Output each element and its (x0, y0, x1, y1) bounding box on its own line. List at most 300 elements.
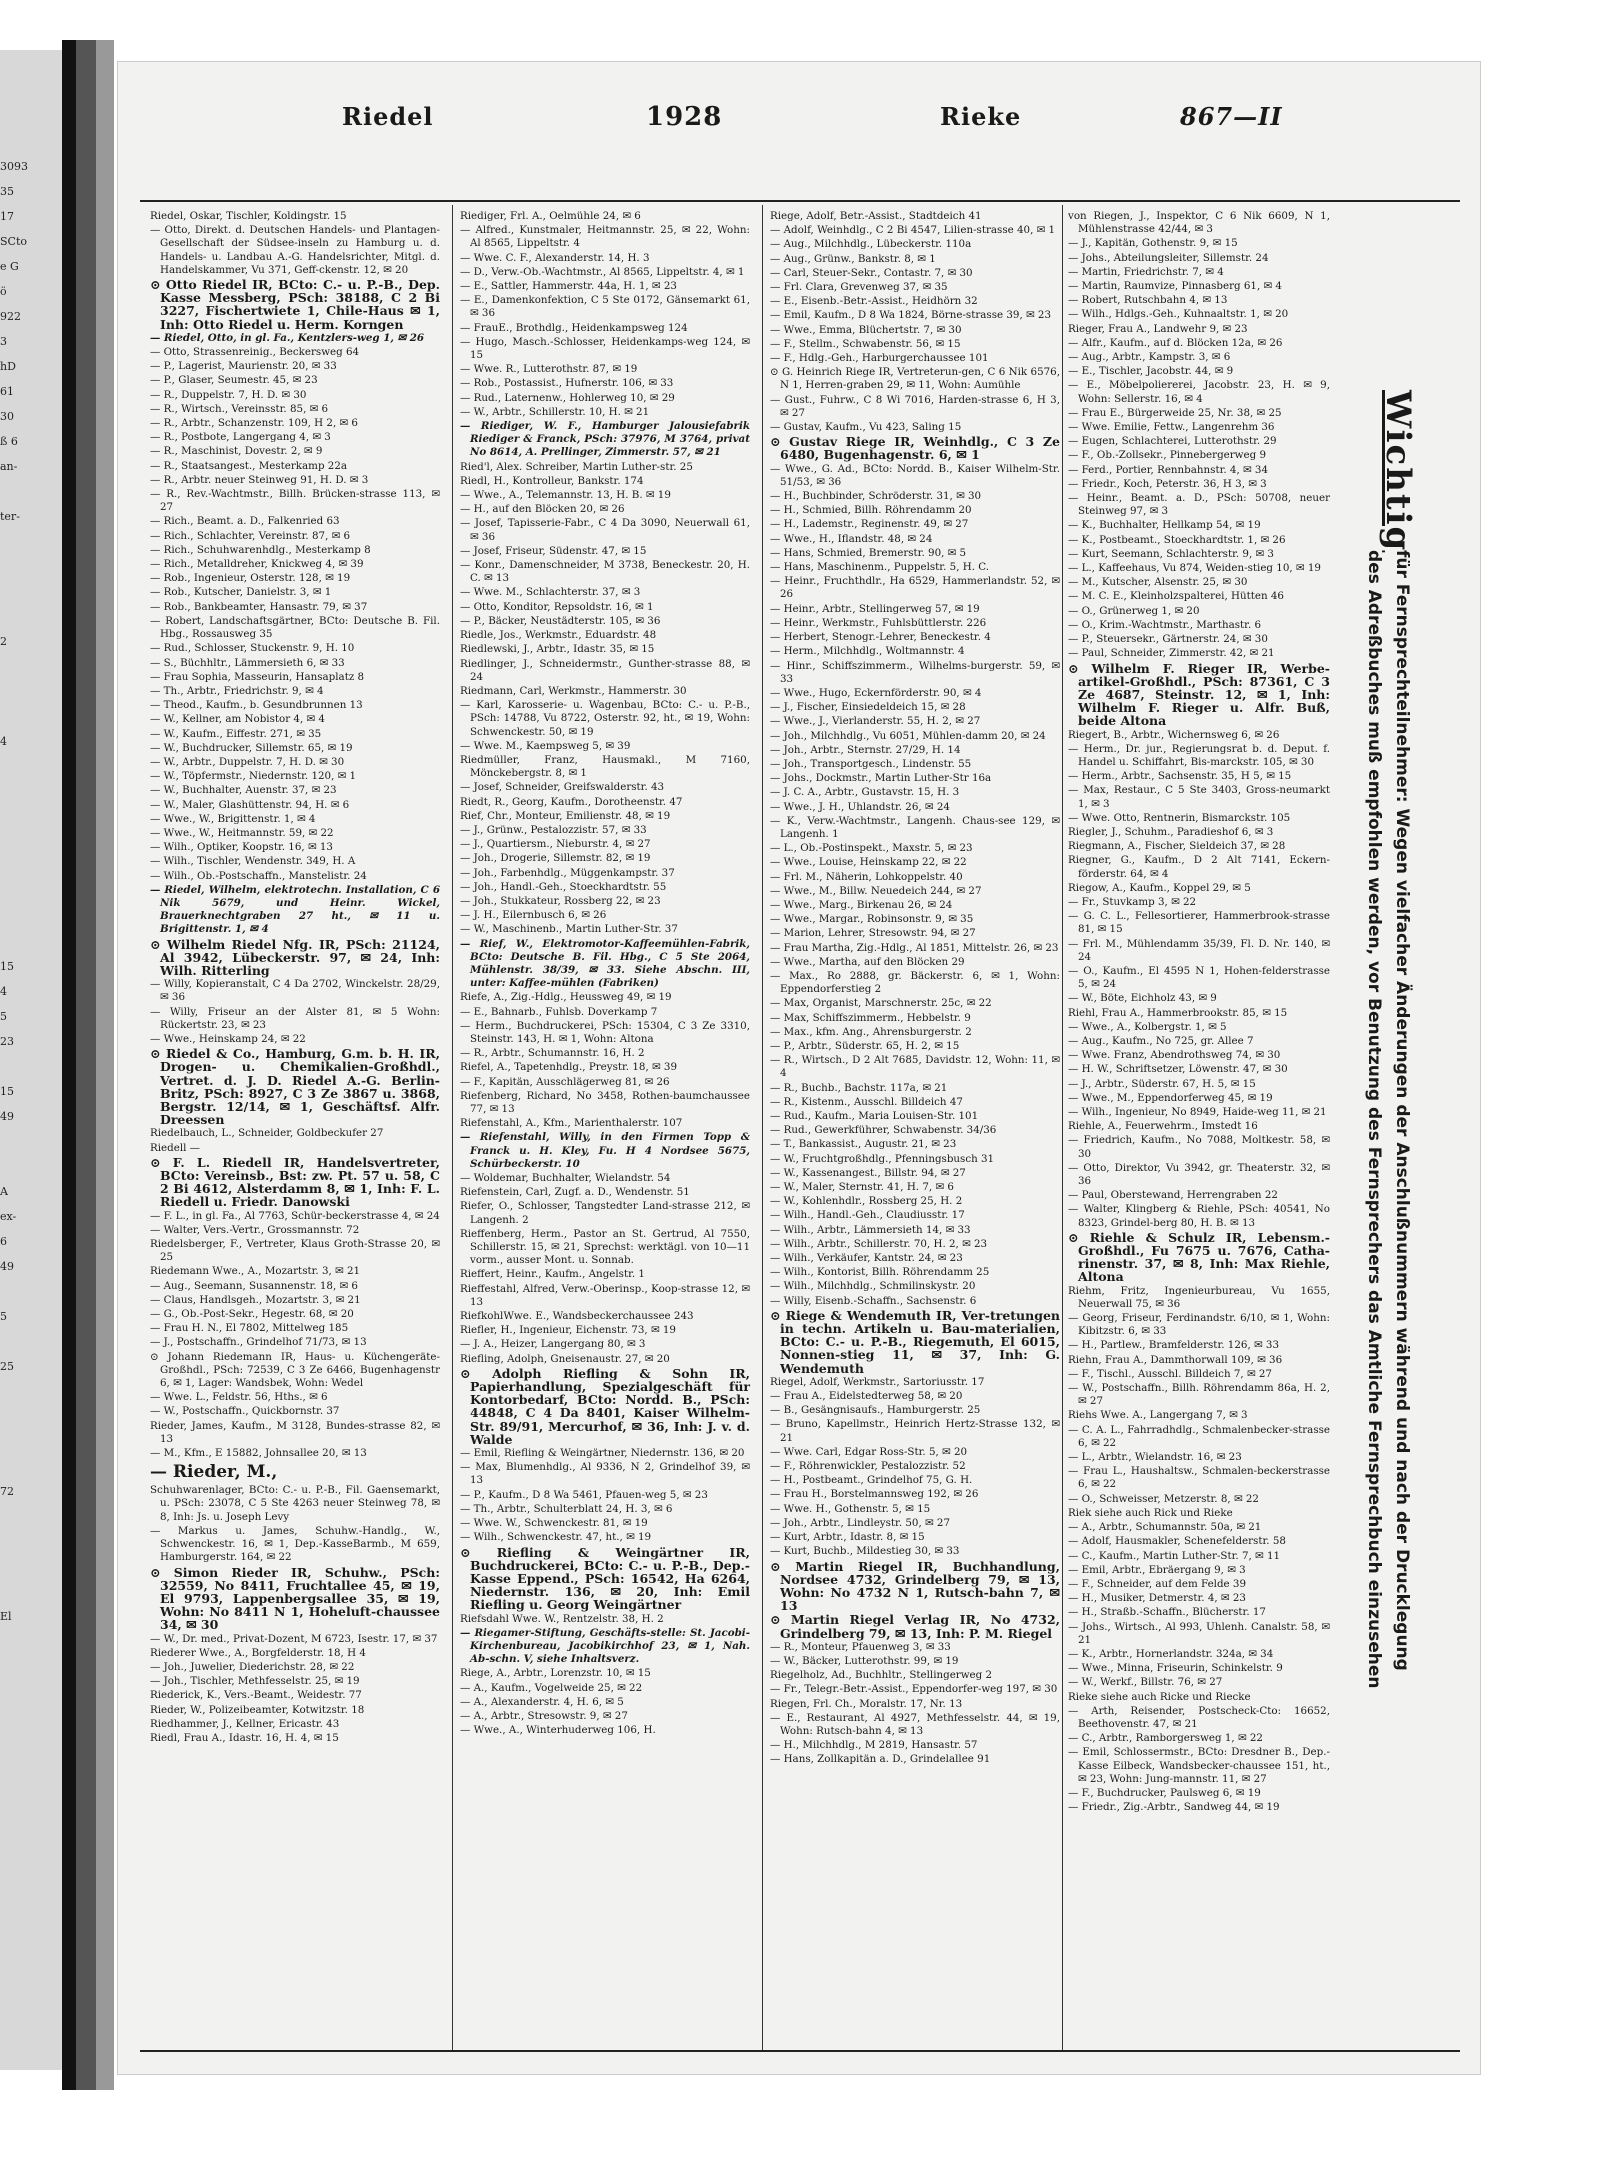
directory-entry: Riedl, H., Kontrolleur, Bankstr. 174 (460, 474, 644, 487)
directory-entry: — Riediger, W. F., Hamburger Jalousiefabrik Riediger & Franck, PSch: 37976, M 3764, privat No 8614, A. Prellinger, Zimmerstr. 57, ✉ 21 (460, 420, 750, 459)
directory-entry: — Max, Restaur., C 5 Ste 3403, Gross-neumarkt 1, ✉ 3 (1068, 784, 1330, 810)
directory-entry: Riefsdahl Wwe. W., Rentzelstr. 38, H. 2 (460, 1612, 664, 1625)
directory-entry: Riefe, A., Zig.-Hdlg., Heussweg 49, ✉ 19 (460, 991, 672, 1004)
directory-entry: — Marion, Lehrer, Stresowstr. 94, ✉ 27 (770, 927, 976, 940)
directory-entry: — R., Maschinist, Dovestr. 2, ✉ 9 (150, 445, 323, 458)
directory-entry: — Wilh., Verkäufer, Kantstr. 24, ✉ 23 (770, 1252, 963, 1265)
directory-entry: — Frau L., Haushaltsw., Schmalen-beckerstrasse 6, ✉ 22 (1068, 1465, 1330, 1491)
directory-entry: — Paul, Oberstewand, Herrengraben 22 (1068, 1189, 1278, 1202)
directory-entry: ⊙ Riehle & Schulz IR, Lebensm.-Großhdl., Fu 7675 u. 7676, Catha-rinenstr. 37, ✉ 8, Inh: Max Riehle, Altona (1068, 1229, 1330, 1285)
directory-entry: — K., Buchhalter, Hellkamp 54, ✉ 19 (1068, 519, 1261, 532)
directory-entry: — W., Töpfermstr., Niedernstr. 120, ✉ 1 (150, 770, 357, 783)
directory-entry: — E., Tischler, Jacobstr. 44, ✉ 9 (1068, 365, 1234, 378)
directory-entry: — Johs., Dockmstr., Martin Luther-Str 16a (770, 772, 992, 785)
directory-entry: ⊙ Martin Riegel Verlag IR, No 4732, Grindelberg 79, ✉ 13, Inh: P. M. Riegel (770, 1612, 1060, 1641)
directory-entry: — Rob., Kutscher, Danielstr. 3, ✉ 1 (150, 586, 332, 599)
directory-entry: Rieffenberg, Herm., Pastor an St. Gertrud, Al 7550, Schillerstr. 15, ✉ 21, Sprechst: werktägl. von 10—11 vorm., ausser Mont. u. Sonnab. (460, 1227, 750, 1267)
telephone-notice (1330, 390, 1420, 1690)
directory-entry: — H., Musiker, Detmerstr. 4, ✉ 23 (1068, 1592, 1246, 1605)
directory-entry: — Herm., Milchhdlg., Woltmannstr. 4 (770, 645, 965, 658)
directory-entry: Riefel, A., Tapetenhdlg., Preystr. 18, ✉ 39 (460, 1061, 677, 1074)
directory-entry: Riefenstahl, A., Kfm., Marienthalerstr. 107 (460, 1117, 683, 1130)
directory-entry: — Frl. M., Näherin, Lohkoppelstr. 40 (770, 870, 963, 883)
directory-entry: — J. A., Heizer, Langergang 80, ✉ 3 (460, 1338, 646, 1351)
directory-entry: Riedelsberger, F., Vertreter, Klaus Groth-Strasse 20, ✉ 25 (150, 1238, 440, 1264)
previous-page-fragment: 61 (0, 385, 14, 398)
directory-entry: — Wwe. Emilie, Fettw., Langenrehm 36 (1068, 421, 1275, 434)
directory-entry: — R., Kistenm., Ausschl. Billdeich 47 (770, 1095, 963, 1108)
directory-entry: — R., Rev.-Wachtmstr., Billh. Brücken-strasse 113, ✉ 27 (150, 488, 440, 514)
directory-entry: — Wwe. R., Lutterothstr. 87, ✉ 19 (460, 363, 638, 376)
directory-entry: Riedemann Wwe., A., Mozartstr. 3, ✉ 21 (150, 1265, 361, 1278)
directory-column-3 (770, 210, 1060, 1768)
directory-entry: Riegert, B., Arbtr., Wichernsweg 6, ✉ 26 (1068, 728, 1280, 741)
directory-entry: — H., auf den Blöcken 20, ✉ 26 (460, 503, 625, 516)
directory-entry: — Hans, Schmied, Bremerstr. 90, ✉ 5 (770, 546, 967, 559)
directory-entry: — Martin, Raumvize, Pinnasberg 61, ✉ 4 (1068, 280, 1282, 293)
directory-entry: — Aug., Seemann, Susannenstr. 18, ✉ 6 (150, 1279, 358, 1292)
directory-entry: — Martin, Friedrichstr. 7, ✉ 4 (1068, 265, 1224, 278)
directory-entry: — Max., kfm. Ang., Ahrensburgerstr. 2 (770, 1025, 972, 1038)
directory-entry: — W., Böte, Eichholz 43, ✉ 9 (1068, 992, 1217, 1005)
directory-entry: — Robert, Rutschbahn 4, ✉ 13 (1068, 294, 1228, 307)
directory-entry: — Hugo, Masch.-Schlosser, Heidenkamps-weg 124, ✉ 15 (460, 335, 750, 362)
directory-entry: — Alfr., Kaufm., auf d. Blöcken 12a, ✉ 26 (1068, 336, 1283, 349)
notice-line-2: des Adreßbuches muß empfohlen werden, vor Benutzung des Fernsprechers das Amtliche Fernsprechbuch einzusehen (1364, 550, 1384, 1689)
directory-entry: Riegelholz, Ad., Buchhltr., Stellingerweg 2 (770, 1669, 993, 1682)
directory-entry: — M. C. E., Kleinholzspalterei, Hütten 46 (1068, 590, 1284, 603)
directory-entry: Riehn, Frau A., Dammthorwall 109, ✉ 36 (1068, 1353, 1283, 1366)
directory-entry: — F., Ob.-Zollsekr., Pinnebergerweg 9 (1068, 449, 1266, 462)
directory-entry: — O., Grünerweg 1, ✉ 20 (1068, 604, 1200, 617)
directory-entry: — Heinr., Beamt. a. D., PSch: 50708, neuer Steinweg 97, ✉ 3 (1068, 492, 1330, 518)
directory-entry: — M., Kutscher, Alsenstr. 25, ✉ 30 (1068, 576, 1248, 589)
directory-entry: Riedlinger, J., Schneidermstr., Gunther-strasse 88, ✉ 24 (460, 657, 750, 683)
directory-entry: — H. W., Schriftsetzer, Löwenstr. 47, ✉ 30 (1068, 1063, 1288, 1076)
directory-entry: — Rich., Schuhwarenhdlg., Mesterkamp 8 (150, 543, 371, 556)
directory-entry: — Wwe. H., Gothenstr. 5, ✉ 15 (770, 1502, 931, 1515)
directory-entry: — Wwe. M., Kaempsweg 5, ✉ 39 (460, 739, 631, 752)
previous-page-fragment: 4 (0, 985, 7, 998)
directory-entry: — M., Kfm., E 15882, Johnsallee 20, ✉ 13 (150, 1447, 367, 1460)
directory-entry: — E., Restaurant, Al 4927, Methfesselstr. 44, ✉ 19, Wohn: Rutsch-bahn 4, ✉ 13 (770, 1711, 1060, 1737)
directory-entry: — Wilh., Schwenckestr. 47, ht., ✉ 19 (460, 1531, 652, 1544)
directory-entry: — R., Staatsangest., Mesterkamp 22a (150, 459, 348, 472)
directory-entry: — R., Arbtr., Schanzenstr. 109, H 2, ✉ 6 (150, 417, 358, 430)
directory-entry: — Claus, Handlsgeh., Mozartstr. 3, ✉ 21 (150, 1293, 361, 1306)
directory-entry: Riedell — (150, 1141, 200, 1154)
directory-entry: — Frl. Clara, Grevenweg 37, ✉ 35 (770, 281, 948, 294)
directory-entry: — Konr., Damenschneider, M 3738, Beneckestr. 20, H. C. ✉ 13 (460, 559, 750, 585)
directory-entry: — Georg, Friseur, Ferdinandstr. 6/10, ✉ 1, Wohn: Kibitzstr. 6, ✉ 33 (1068, 1312, 1330, 1338)
directory-entry: — O., Krim.-Wachtmstr., Marthastr. 6 (1068, 618, 1262, 631)
directory-entry: — B., Gesängnisaufs., Hamburgerstr. 25 (770, 1404, 981, 1417)
previous-page-fragment: 15 (0, 1085, 14, 1098)
directory-entry: — Wwe. C. F., Alexanderstr. 14, H. 3 (460, 251, 650, 264)
directory-entry: — Aug., Milchhdlg., Lübeckerstr. 110a (770, 238, 972, 251)
directory-entry: — E., Sattler, Hammerstr. 44a, H. 1, ✉ 23 (460, 280, 677, 293)
directory-entry: — Rob., Bankbeamter, Hansastr. 79, ✉ 37 (150, 600, 368, 613)
directory-entry: — Frau A., Eidelstedterweg 58, ✉ 20 (770, 1390, 963, 1403)
directory-entry: Riefenberg, Richard, No 3458, Rothen-baumchaussee 77, ✉ 13 (460, 1089, 750, 1115)
directory-entry: — W., Buchhalter, Auenstr. 37, ✉ 23 (150, 784, 337, 797)
directory-entry: — Rich., Metalldreher, Knickweg 4, ✉ 39 (150, 558, 364, 571)
directory-entry: — G. C. L., Fellesortierer, Hammerbrook-strasse 81, ✉ 15 (1068, 910, 1330, 936)
directory-entry: Rieder, James, Kaufm., M 3128, Bundes-strasse 82, ✉ 13 (150, 1419, 440, 1445)
directory-entry: — Rud., Kaufm., Maria Louisen-Str. 101 (770, 1110, 979, 1122)
directory-entry: — G., Ob.-Post-Sekr., Hegestr. 68, ✉ 20 (150, 1308, 354, 1321)
directory-entry: — Joh., Transportgesch., Lindenstr. 55 (770, 757, 972, 770)
directory-entry: — H., Partlew., Bramfelderstr. 126, ✉ 33 (1068, 1339, 1279, 1352)
previous-page-fragment: 25 (0, 1360, 14, 1373)
directory-entry: — Josef, Schneider, Greifswalderstr. 43 (460, 781, 665, 794)
directory-entry: — Wwe., G. Ad., BCto: Nordd. B., Kaiser Wilhelm-Str. 51/53, ✉ 36 (770, 462, 1060, 488)
directory-entry: — W., Kohlenhdlr., Rossberg 25, H. 2 (770, 1195, 963, 1208)
directory-entry: — S., Büchhltr., Lämmersieth 6, ✉ 33 (150, 656, 345, 669)
directory-entry: — Otto, Direkt. d. Deutschen Handels- und Plantagen-Gesellschaft der Südsee-inseln zu Hamburg u. d. Handels- u. Landbau A.-G. Handelsrichter, Mitgl. d. Handelskammer, Vu 371, Geff-ckenstr. 12, ✉ 20 (150, 224, 440, 276)
directory-entry: — Wwe. W., Schwenckestr. 81, ✉ 19 (460, 1517, 648, 1530)
directory-entry: — Frau Martha, Zig.-Hdlg., Al 1851, Mittelstr. 26, ✉ 23 (770, 941, 1059, 954)
directory-entry: Ried'l, Alex. Schreiber, Martin Luther-str. 25 (460, 460, 693, 473)
directory-entry: — Riedel, Wilhelm, elektrotechn. Installation, C 6 Nik 5679, und Heinr. Wickel, Brauerknechtgraben 27 ht., ✉ 11 u. Brigittenstr. 1, ✉ 4 (150, 883, 440, 936)
directory-entry: — W., Werkf., Billstr. 76, ✉ 27 (1068, 1676, 1223, 1689)
directory-entry: — Kurt, Arbtr., Idastr. 8, ✉ 15 (770, 1531, 925, 1544)
directory-entry: — Riefenstahl, Willy, in den Firmen Topp & Franck u. H. Kley, Fu. H 4 Nordsee 5675, Schürbeckerstr. 10 (460, 1131, 750, 1170)
previous-page-fragment: 5 (0, 1010, 7, 1023)
previous-page-fragment: 30 (0, 410, 14, 423)
directory-entry: — Herm., Dr. jur., Regierungsrat b. d. Deput. f. Handel u. Schiffahrt, Bis-marckstr. 105, ✉ 30 (1068, 742, 1330, 768)
directory-entry: Riege, Adolf, Betr.-Assist., Stadtdeich 41 (770, 210, 982, 222)
directory-entry: — R., Postbote, Langergang 4, ✉ 3 (150, 431, 331, 444)
directory-entry: Riedelbauch, L., Schneider, Goldbeckufer 27 (150, 1127, 384, 1140)
column-divider (1062, 205, 1063, 2050)
directory-entry: — Rich., Beamt. a. D., Falkenried 63 (150, 515, 340, 528)
directory-entry: — Eugen, Schlachterei, Lutterothstr. 29 (1068, 435, 1277, 448)
directory-entry: — Wilh., Handl.-Geh., Claudiusstr. 17 (770, 1209, 965, 1222)
directory-entry: — Theod., Kaufm., b. Gesundbrunnen 13 (150, 699, 363, 712)
directory-entry: — W., Postschaffn., Billh. Röhrendamm 86a, H. 2, ✉ 27 (1068, 1382, 1330, 1408)
directory-entry: — W., Buchdrucker, Sillemstr. 65, ✉ 19 (150, 741, 353, 754)
directory-entry: — R., Buchb., Bachstr. 117a, ✉ 21 (770, 1081, 948, 1094)
directory-entry: — FrauE., Brothdlg., Heidenkampsweg 124 (460, 321, 688, 334)
directory-entry: — Wilh., Ob.-Postschaffn., Manstelistr. 24 (150, 869, 367, 882)
directory-entry: — Aug., Arbtr., Kampstr. 3, ✉ 6 (1068, 351, 1231, 364)
directory-entry: — Wwe. Otto, Rentnerin, Bismarckstr. 105 (1068, 811, 1291, 824)
previous-page-fragment: 922 (0, 310, 21, 323)
directory-entry: — Wilh., Milchhdlg., Schmilinskystr. 20 (770, 1280, 976, 1293)
directory-entry: — R., Wirtsch., D 2 Alt 7685, Davidstr. 12, Wohn: 11, ✉ 4 (770, 1054, 1060, 1080)
directory-entry: Riedlewski, J., Arbtr., Idastr. 35, ✉ 15 (460, 643, 655, 656)
previous-page-fragment: 4 (0, 735, 7, 748)
directory-entry: Riegner, G., Kaufm., D 2 Alt 7141, Eckern-förderstr. 64, ✉ 4 (1068, 854, 1330, 880)
directory-entry: Riedle, Jos., Werkmstr., Eduardstr. 48 (460, 629, 657, 642)
directory-entry: Rief, Chr., Monteur, Emilienstr. 48, ✉ 19 (460, 809, 671, 822)
directory-entry: — Frau H. N., El 7802, Mittelweg 185 (150, 1322, 349, 1335)
directory-entry: — K., Verw.-Wachtmstr., Langenh. Chaus-see 129, ✉ Langenh. 1 (770, 814, 1060, 840)
directory-entry: Riegel, Adolf, Werkmstr., Sartoriusstr. 17 (770, 1375, 985, 1388)
directory-entry: — W., Maschinenb., Martin Luther-Str. 37 (460, 923, 678, 936)
header-year: 1928 (646, 102, 723, 132)
directory-entry: — Joh., Drogerie, Sillemstr. 82, ✉ 19 (460, 852, 651, 865)
directory-entry: — Frau E., Bürgerweide 25, Nr. 38, ✉ 25 (1068, 406, 1282, 419)
column-divider (452, 205, 453, 2050)
directory-entry: — F., Kapitän, Ausschlägerweg 81, ✉ 26 (460, 1075, 670, 1088)
previous-page-fragment: 17 (0, 210, 14, 223)
directory-entry: — H., Buchbinder, Schröderstr. 31, ✉ 30 (770, 490, 982, 503)
directory-entry: — Emil, Kaufm., D 8 Wa 1824, Börne-strasse 39, ✉ 23 (770, 309, 1052, 322)
directory-entry: — Adolf, Weinhdlg., C 2 Bi 4547, Lilien-strasse 40, ✉ 1 (770, 224, 1056, 237)
previous-page-fragment: ö (0, 285, 7, 298)
directory-entry: — Hans, Zollkapitän a. D., Grindelallee 91 (770, 1753, 991, 1766)
directory-entry: — W., Maler, Sternstr. 41, H. 7, ✉ 6 (770, 1181, 954, 1194)
directory-entry: — Wwe., Emma, Blüchertstr. 7, ✉ 30 (770, 323, 962, 336)
notice-title: Wichtig (1378, 390, 1418, 553)
directory-entry: — Max, Schiffszimmerm., Hebbelstr. 9 (770, 1011, 971, 1024)
directory-entry: — O., Schweisser, Metzerstr. 8, ✉ 22 (1068, 1492, 1259, 1505)
directory-entry: — Otto, Strassenreinig., Beckersweg 64 (150, 346, 360, 359)
header-first-name: Riedel (342, 102, 434, 131)
directory-entry: — Th., Arbtr., Schulterblatt 24, H. 3, ✉ 6 (460, 1502, 673, 1515)
directory-entry: — Wwe., Margar., Robinsonstr. 9, ✉ 35 (770, 913, 974, 926)
directory-entry: — Wwe. Franz, Abendrothsweg 74, ✉ 30 (1068, 1049, 1281, 1062)
directory-entry: — Wwe., Minna, Friseurin, Schinkelstr. 9 (1068, 1662, 1283, 1675)
previous-page-fragment: 3 (0, 335, 7, 348)
directory-entry: ⊙ Otto Riedel IR, BCto: C.- u. P.-B., Dep. Kasse Messberg, PSch: 38188, C 2 Bi 3227, Fischertwiete 1, Chile-Haus ✉ 1, Inh: Otto Riedel u. Herm. Korngen (150, 277, 440, 332)
directory-entry: — Rud., Laternenw., Hohlerweg 10, ✉ 29 (460, 391, 675, 404)
directory-entry: — Otto, Direktor, Vu 3942, gr. Theaterstr. 32, ✉ 36 (1068, 1161, 1330, 1188)
directory-entry: — F., Hdlg.-Geh., Harburgerchaussee 101 (770, 352, 989, 365)
directory-entry: — A., Alexanderstr. 4, H. 6, ✉ 5 (460, 1695, 624, 1708)
directory-entry: ⊙ Wilhelm F. Rieger IR, Werbe-artikel-Großhdl., PSch: 87361, C 3 Ze 4687, Steinstr. 12, ✉ 1, Inh: Wilhelm F. Rieger u. Alfr. Buß, beide Altona (1068, 660, 1330, 729)
directory-entry: — Joh., Juwelier, Diederichstr. 28, ✉ 22 (150, 1660, 355, 1673)
directory-entry: — Fr., Telegr.-Betr.-Assist., Eppendorfer-weg 197, ✉ 30 (770, 1683, 1058, 1696)
directory-entry: — Walter, Vers.-Vertr., Grossmannstr. 72 (150, 1223, 360, 1236)
directory-entry: — Gustav, Kaufm., Vu 423, Saling 15 (770, 421, 962, 434)
directory-entry: — Max., Ro 2888, gr. Bäckerstr. 6, ✉ 1, Wohn: Eppendorferstieg 2 (770, 969, 1060, 996)
directory-entry: — J., Kapitän, Gothenstr. 9, ✉ 15 (1068, 237, 1238, 250)
directory-entry: — Robert, Landschaftsgärtner, BCto: Deutsche B. Fil. Hbg., Rossausweg 35 (150, 614, 440, 641)
footer-rule (140, 2050, 1460, 2052)
previous-page-fragment: SCto (0, 235, 27, 248)
directory-entry: — F., Röhrenwickler, Pestalozzistr. 52 (770, 1460, 966, 1473)
directory-entry: — Josef, Tapisserie-Fabr., C 4 Da 3090, Neuerwall 61, ✉ 36 (460, 517, 750, 543)
directory-entry: — Frl. M., Mühlendamm 35/39, Fl. D. Nr. 140, ✉ 24 (1068, 937, 1330, 963)
directory-entry: — P., Steuersekr., Gärtnerstr. 24, ✉ 30 (1068, 633, 1268, 646)
directory-entry: — P., Glaser, Seumestr. 45, ✉ 23 (150, 374, 318, 387)
directory-entry: — A., Arbtr., Stresowstr. 9, ✉ 27 (460, 1709, 628, 1722)
previous-page-fragment: El (0, 1610, 12, 1623)
directory-entry: — Herm., Arbtr., Sachsenstr. 35, H 5, ✉ 15 (1068, 770, 1292, 783)
directory-entry: — O., Kaufm., El 4595 N 1, Hohen-felderstrasse 5, ✉ 24 (1068, 964, 1330, 991)
directory-entry: — Josef, Friseur, Südenstr. 47, ✉ 15 (460, 544, 647, 557)
previous-page-fragment: 5 (0, 1310, 7, 1323)
directory-entry: — Willy, Kopieranstalt, C 4 Da 2702, Winckelstr. 28/29, ✉ 36 (150, 978, 440, 1004)
directory-entry: — Wwe., J. H., Uhlandstr. 26, ✉ 24 (770, 800, 950, 813)
directory-entry: — Joh., Handl.-Geh., Stoeckhardtstr. 55 (460, 880, 667, 893)
directory-entry: Schuhwarenlager, BCto: C.- u. P.-B., Fil. Gaensemarkt, u. PSch: 23078, C 5 Ste 4263 neuer Steinweg 78, ✉ 8, Inh: Js. u. Joseph Levy (150, 1484, 440, 1523)
directory-entry: — E., Damenkonfektion, C 5 Ste 0172, Gänsemarkt 61, ✉ 36 (460, 294, 750, 320)
directory-entry: — L., Ob.-Postinspekt., Maxstr. 5, ✉ 23 (770, 842, 973, 855)
directory-entry: — Riedel, Otto, in gl. Fa., Kentzlers-weg 1, ✉ 26 (150, 331, 425, 344)
directory-entry: — H., Lademstr., Reginenstr. 49, ✉ 27 (770, 518, 969, 531)
directory-entry: — A., Kaufm., Vogelweide 25, ✉ 22 (460, 1681, 643, 1694)
directory-entry: — H., Milchhdlg., M 2819, Hansastr. 57 (770, 1739, 978, 1752)
directory-entry: — W., Arbtr., Duppelstr. 7, H. D. ✉ 30 (150, 755, 345, 768)
previous-page-fragment: 72 (0, 1485, 14, 1498)
directory-entry: — L., Arbtr., Wielandstr. 16, ✉ 23 (1068, 1451, 1242, 1464)
previous-page-fragment: 23 (0, 1035, 14, 1048)
directory-entry: Riefenstein, Carl, Zugf. a. D., Wendenstr. 51 (460, 1186, 690, 1199)
directory-entry: — P., Lagerist, Maurienstr. 20, ✉ 33 (150, 360, 337, 373)
book-gutter-edge (96, 40, 114, 2090)
directory-entry: Riegmann, A., Fischer, Sieldeich 37, ✉ 28 (1068, 840, 1286, 853)
directory-entry: Riegow, A., Kaufm., Koppel 29, ✉ 5 (1068, 881, 1251, 894)
directory-entry: — R., Monteur, Pfauenweg 3, ✉ 33 (770, 1640, 951, 1653)
directory-column-4 (1068, 210, 1330, 1815)
directory-entry: — J., Grünw., Pestalozzistr. 57, ✉ 33 (460, 823, 647, 836)
directory-entry: ⊙ Gustav Riege IR, Weinhdlg., C 3 Ze 6480, Bugenhagenstr. 6, ✉ 1 (770, 434, 1060, 463)
directory-column-1 (150, 210, 440, 1746)
book-gutter (76, 40, 96, 2090)
directory-entry: — C. A. L., Fahrradhdlg., Schmalenbecker-strasse 6, ✉ 22 (1068, 1423, 1330, 1449)
directory-entry: Riegler, J., Schuhm., Paradieshof 6, ✉ 3 (1068, 825, 1274, 838)
directory-entry: Riediger, Frl. A., Oelmühle 24, ✉ 6 (460, 210, 641, 222)
directory-entry: — J., Arbtr., Süderstr. 67, H. 5, ✉ 15 (1068, 1077, 1256, 1090)
directory-entry: Riedel, Oskar, Tischler, Koldingstr. 15 (150, 210, 347, 222)
directory-entry: ⊙ Adolph Riefling & Sohn IR, Papierhandlung, Spezialgeschäft für Kontorbedarf, BCto: Nordd. B., PSch: 44848, C 4 Da 8401, Kaiser Wilhelm-Str. 89/91, Mercurhof, ✉ 36, Inh: J. v. d. Walde (460, 1365, 750, 1447)
directory-entry: — Joh., Arbtr., Sternstr. 27/29, H. 14 (770, 743, 961, 756)
directory-entry: — W., Arbtr., Schillerstr. 10, H. ✉ 21 (460, 405, 650, 418)
directory-entry: — J., Quartiersm., Nieburstr. 4, ✉ 27 (460, 838, 651, 851)
directory-entry: — W., Dr. med., Privat-Dozent, M 6723, Isestr. 17, ✉ 37 (150, 1632, 438, 1645)
directory-entry: — Wilh., Hdlgs.-Geh., Kuhnaaltstr. 1, ✉ 20 (1068, 308, 1289, 321)
directory-entry: — H., Postbeamt., Grindelhof 75, G. H. (770, 1474, 973, 1487)
directory-entry: — R., Arbtr. neuer Steinweg 91, H. D. ✉ 3 (150, 473, 369, 486)
directory-entry: — Th., Arbtr., Friedrichstr. 9, ✉ 4 (150, 684, 324, 697)
directory-entry: Riegen, Frl. Ch., Moralstr. 17, Nr. 13 (770, 1697, 963, 1710)
directory-entry: Riefer, O., Schlosser, Tangstedter Land-strasse 212, ✉ Langenh. 2 (460, 1200, 750, 1226)
directory-entry: — Wwe., A., Winterhuderweg 106, H. (460, 1724, 656, 1737)
directory-entry: — E., Bahnarb., Fuhlsb. Doverkamp 7 (460, 1005, 658, 1018)
directory-entry: ⊙ G. Heinrich Riege IR, Vertreterun-gen, C 6 Nik 6576, N 1, Herren-graben 29, ✉ 11, Wohn: Aumühle (770, 366, 1060, 392)
previous-page-fragment: ex- (0, 1210, 17, 1223)
directory-entry: — Wilh., Arbtr., Lämmersieth 14, ✉ 33 (770, 1223, 971, 1236)
directory-entry: — J., Postschaffn., Grindelhof 71/73, ✉ 13 (150, 1336, 367, 1349)
directory-entry: — W., Bäcker, Lutterothstr. 99, ✉ 19 (770, 1654, 959, 1667)
directory-column-2 (460, 210, 750, 1738)
page-header (30, 98, 1560, 138)
directory-entry: — Willy, Friseur an der Alster 81, ✉ 5 Wohn: Rückertstr. 23, ✉ 23 (150, 1005, 440, 1031)
directory-entry: — Otto, Konditor, Repsoldstr. 16, ✉ 1 (460, 600, 654, 613)
directory-entry: — F. L., in gl. Fa., Al 7763, Schür-beckerstrasse 4, ✉ 24 (150, 1209, 440, 1222)
directory-entry: — Aug., Kaufm., No 725, gr. Allee 7 (1068, 1034, 1254, 1047)
directory-entry: ⊙ Riedel & Co., Hamburg, G.m. b. H. IR, Drogen- u. Chemikalien-Großhdl., Vertret. d. J. D. Riedel A.-G. Berlin-Britz, PSch: 8927, C 3 Ze 3867 u. 3868, Bergstr. 12/14, ✉ 1, Geschäftsf. Alfr. Dreessen (150, 1046, 440, 1128)
directory-entry: — Joh., Milchhdlg., Vu 6051, Mühlen-damm 20, ✉ 24 (770, 729, 1046, 742)
book-spine-shadow (62, 40, 76, 2090)
directory-entry: — R., Duppelstr. 7, H. D. ✉ 30 (150, 388, 307, 401)
directory-entry: — Johs., Wirtsch., Al 993, Uhlenh. Canalstr. 58, ✉ 21 (1068, 1620, 1330, 1646)
previous-page-fragment: 6 (0, 1235, 7, 1248)
previous-page-fragment: ter- (0, 510, 20, 523)
directory-entry: — P., Arbtr., Süderstr. 65, H. 2, ✉ 15 (770, 1039, 960, 1052)
directory-entry: — Gust., Fuhrw., C 8 Wi 7016, Harden-strasse 6, H 3, ✉ 27 (770, 393, 1060, 419)
directory-entry: — Willy, Eisenb.-Schaffn., Sachsenstr. 6 (770, 1294, 977, 1307)
directory-entry: Riederick, K., Vers.-Beamt., Weidestr. 77 (150, 1689, 362, 1702)
previous-page-fragment: 2 (0, 635, 7, 648)
directory-entry: Riedl, Frau A., Idastr. 16, H. 4, ✉ 15 (150, 1731, 339, 1744)
directory-entry: — Walter, Klingberg & Riehle, PSch: 40541, No 8323, Grindel-berg 80, H. B. ✉ 13 (1068, 1203, 1330, 1229)
directory-entry: — Emil, Schlossermstr., BCto: Dresdner B., Dep.-Kasse Eilbeck, Wandsbecker-chaussee 151, ht., ✉ 23, Wohn: Jung-mannstr. 11, ✉ 27 (1068, 1746, 1330, 1785)
directory-entry: — Hinr., Schiffszimmerm., Wilhelms-burgerstr. 59, ✉ 33 (770, 659, 1060, 685)
directory-entry: — Ferd., Portier, Rennbahnstr. 4, ✉ 34 (1068, 463, 1269, 476)
directory-entry: — Wilh., Tischler, Wendenstr. 349, H. A (150, 855, 356, 868)
directory-entry: — J. C. A., Arbtr., Gustavstr. 15, H. 3 (770, 786, 960, 799)
directory-entry: — Wwe., Martha, auf den Blöcken 29 (770, 955, 965, 968)
directory-entry: — Frau H., Borstelmannsweg 192, ✉ 26 (770, 1488, 979, 1501)
directory-entry: — Friedrich, Kaufm., No 7088, Moltkestr. 58, ✉ 30 (1068, 1134, 1330, 1160)
directory-entry: — L., Kaffeehaus, Vu 874, Weiden-stieg 10, ✉ 19 (1068, 562, 1321, 575)
directory-entry: Rieffert, Heinr., Kaufm., Angelstr. 1 (460, 1268, 645, 1281)
previous-page-fragment: 35 (0, 185, 14, 198)
directory-entry: — Rief, W., Elektromotor-Kaffeemühlen-Fabrik, BCto: Deutsche B. Fil. Hbg., C 5 Ste 2064, Mühlenstr. 38/39, ✉ 33. Siehe Abschn. III, unter: Kaffee-mühlen (Fabriken) (460, 937, 750, 990)
directory-entry: — Woldemar, Buchhalter, Wielandstr. 54 (460, 1172, 671, 1185)
directory-entry: — Heinr., Fruchthdlr., Ha 6529, Hammerlandstr. 52, ✉ 26 (770, 575, 1060, 601)
directory-entry: — K., Postbeamt., Stoeckhardtstr. 1, ✉ 26 (1068, 533, 1286, 546)
directory-entry: — Rob., Postassist., Hufnerstr. 106, ✉ 33 (460, 377, 674, 390)
previous-page-fragment: 15 (0, 960, 14, 973)
directory-entry: Riedmüller, Franz, Hausmakl., M 7160, Mönckebergstr. 8, ✉ 1 (460, 753, 750, 780)
previous-page-fragment: 3093 (0, 160, 28, 173)
directory-entry: — Rieder, M., (150, 1462, 278, 1483)
previous-page-fragment: an- (0, 460, 18, 473)
directory-entry: — Heinr., Werkmstr., Fuhlsbüttlerstr. 226 (770, 616, 987, 629)
directory-entry: — C., Arbtr., Ramborgersweg 1, ✉ 22 (1068, 1732, 1263, 1745)
directory-entry: — Wilh., Arbtr., Schillerstr. 70, H. 2, ✉ 23 (770, 1237, 988, 1250)
directory-entry: — Wwe., W., Heitmannstr. 59, ✉ 22 (150, 826, 334, 839)
directory-entry: ⊙ Wilhelm Riedel Nfg. IR, PSch: 21124, Al 3942, Lübeckerstr. 97, ✉ 24, Inh: Wilh. Ritterling (150, 936, 440, 978)
directory-entry: ⊙ Johann Riedemann IR, Haus- u. Küchengeräte-Großhdl., PSch: 72539, C 3 Ze 6466, Bugenhagenstr 6, ✉ 1, Lager: Wandsbek, Wohn: Wedel (150, 1350, 440, 1390)
directory-entry: — W., Kassenangest., Billstr. 94, ✉ 27 (770, 1166, 966, 1179)
previous-page-margin (0, 50, 70, 2070)
directory-entry: — Friedr., Koch, Peterstr. 36, H 3, ✉ 3 (1068, 477, 1267, 490)
directory-entry: — Wwe., M., Eppendorferweg 45, ✉ 19 (1068, 1091, 1273, 1104)
directory-entry: — Johs., Abteilungsleiter, Sillemstr. 24 (1068, 251, 1269, 264)
directory-entry: — Max, Organist, Marschnerstr. 25c, ✉ 22 (770, 997, 992, 1010)
directory-entry: — Kurt, Seemann, Schlachterstr. 9, ✉ 3 (1068, 547, 1274, 560)
previous-page-fragment: A (0, 1185, 8, 1198)
directory-entry: — K., Arbtr., Hornerlandstr. 324a, ✉ 34 (1068, 1647, 1274, 1660)
directory-entry: — D., Verw.-Ob.-Wachtmstr., Al 8565, Lippeltstr. 4, ✉ 1 (460, 265, 745, 278)
directory-entry: — F., Tischl., Ausschl. Billdeich 7, ✉ 27 (1068, 1367, 1272, 1380)
directory-entry: Riefling, Adolph, Gneisenaustr. 27, ✉ 20 (460, 1352, 670, 1365)
directory-entry: — J., Fischer, Einsiedeldeich 15, ✉ 28 (770, 701, 966, 714)
previous-page-fragment: e G (0, 260, 19, 273)
directory-entry: ⊙ Martin Riegel IR, Buchhandlung, Nordsee 4732, Grindelberg 79, ✉ 13, Wohn: No 4732 N 1, Rutsch-bahn 7, ✉ 13 (770, 1558, 1060, 1614)
directory-entry: — F., Buchdrucker, Paulsweg 6, ✉ 19 (1068, 1786, 1261, 1799)
directory-entry: — Wilh., Optiker, Koopstr. 16, ✉ 13 (150, 841, 333, 854)
directory-entry: — Hans, Maschinenm., Puppelstr. 5, H. C. (770, 561, 990, 574)
directory-entry: Riederer Wwe., A., Borgfelderstr. 18, H 4 (150, 1646, 366, 1659)
directory-entry: Riehs Wwe. A., Langergang 7, ✉ 3 (1068, 1409, 1248, 1422)
directory-entry: — Rud., Schlosser, Stuckenstr. 9, H. 10 (150, 642, 355, 655)
directory-entry: ⊙ F. L. Riedell IR, Handelsvertreter, BCto: Vereinsb., Bst: zw. Pt. 57 u. 58, C 2 Bi 4612, Alsterdamm 8, ✉ 1, Inh: F. L. Riedell u. Friedr. Danowski (150, 1154, 440, 1210)
directory-entry: — Emil, Riefling & Weingärtner, Niedernstr. 136, ✉ 20 (460, 1447, 745, 1460)
directory-entry: Riedt, R., Georg, Kaufm., Dorotheenstr. 47 (460, 795, 683, 808)
directory-entry: — Wwe., A., Telemannstr. 13, H. B. ✉ 19 (460, 489, 671, 502)
directory-entry: — Wwe., Louise, Heinskamp 22, ✉ 22 (770, 856, 967, 869)
directory-entry: — Riegamer-Stiftung, Geschäfts-stelle: St. Jacobi-Kirchenbureau, Jacobikirchhof 23, ✉ 1, Nah. Ab-schn. V, siehe Inhaltsverz. (460, 1626, 750, 1666)
directory-entry: — Aug., Grünw., Bankstr. 8, ✉ 1 (770, 252, 936, 265)
